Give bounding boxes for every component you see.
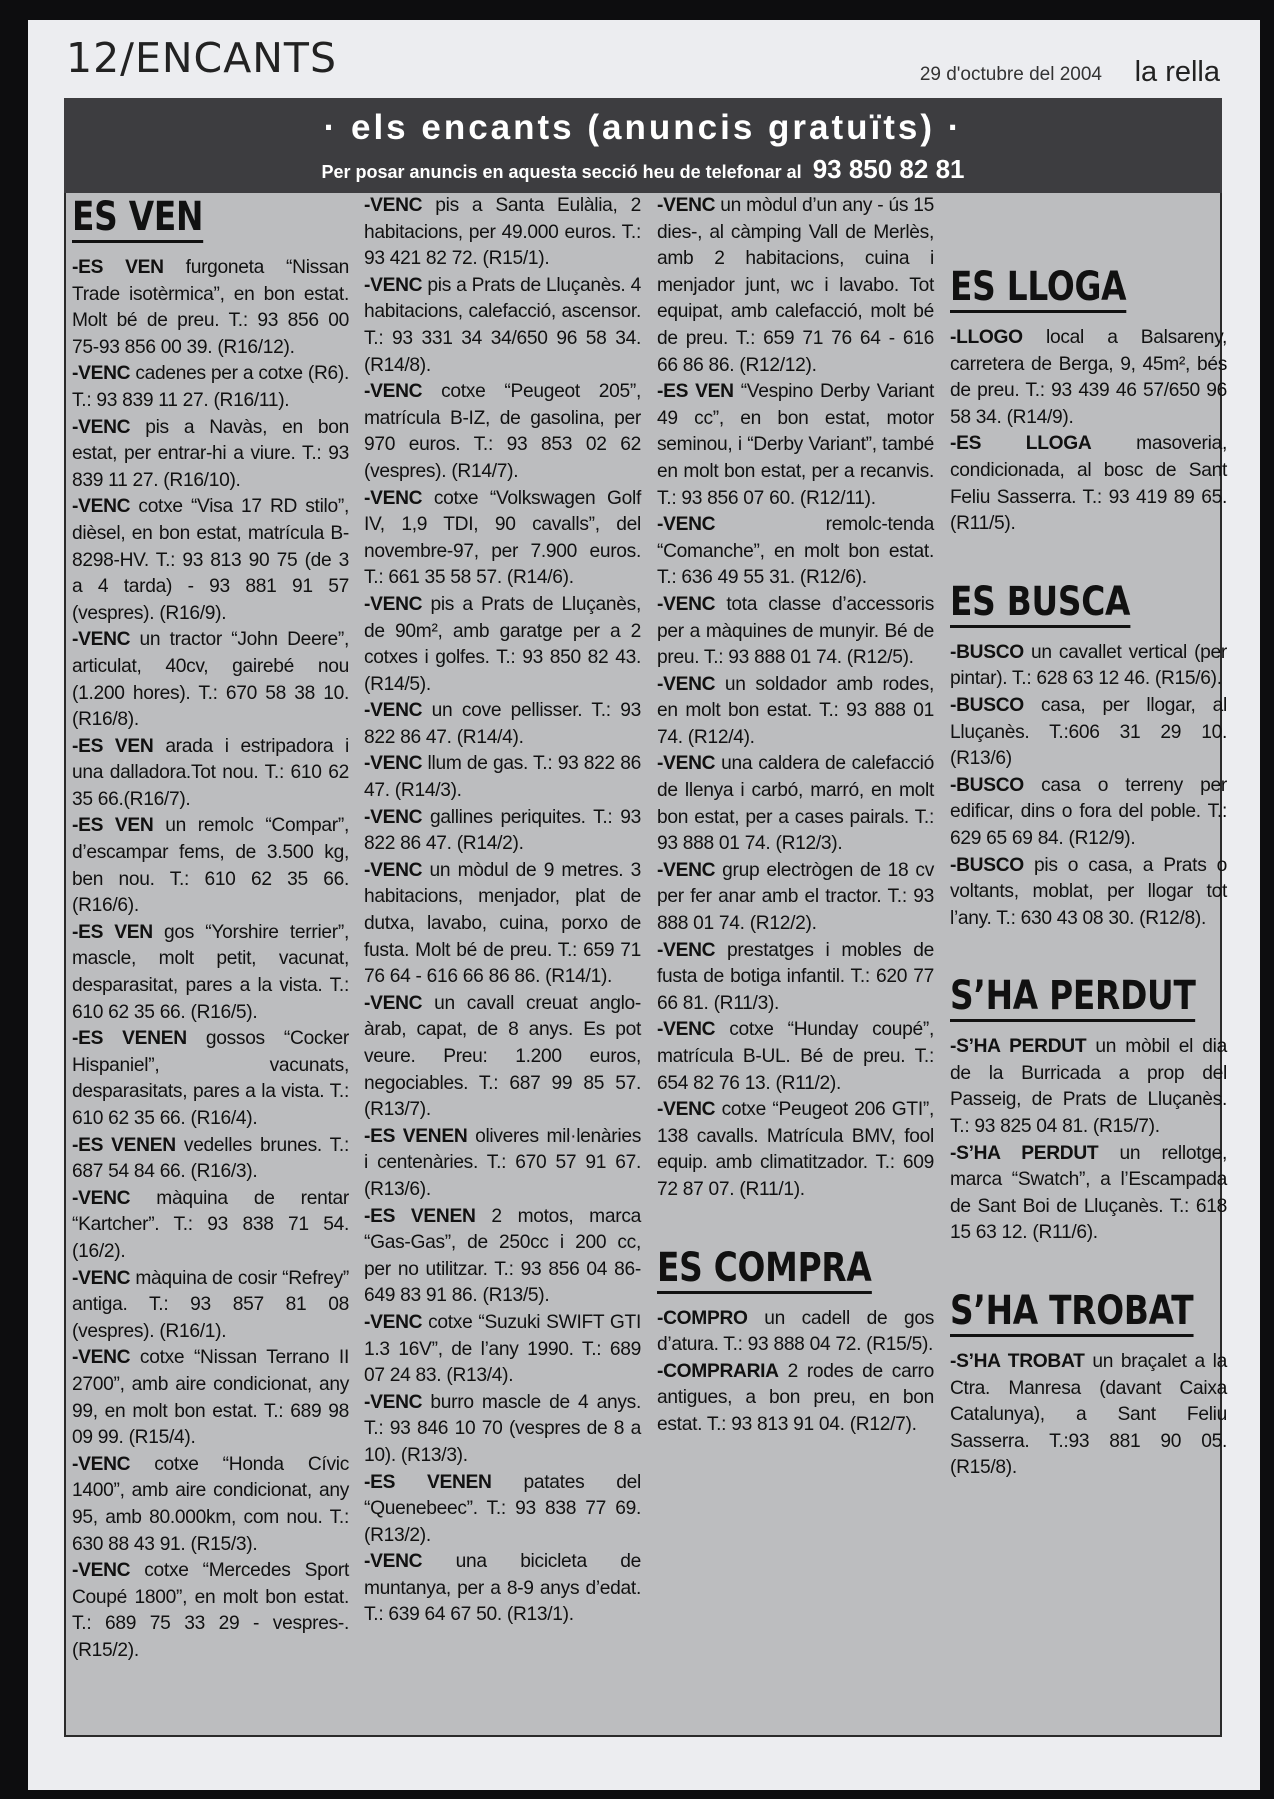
ad-text: remolc-tenda “Comanche”, en molt bon estat. T.: 636 49 55 31. (R12/6).	[657, 514, 934, 589]
ad-text: un rellotge, marca “Swatch”, a l’Escampada de Sant Boi de Lluçanès. T.: 618 15 63 12. (R11/6).	[950, 1142, 1228, 1244]
classified-ad	[364, 1390, 641, 1470]
ad-text: tota classe d’accessoris per a màquines de munyir. Bé de preu. T.: 93 888 01 74. (R12/5).	[657, 593, 934, 669]
ad-text: cotxe “Hunday coupé”, matrícula B-UL. Bé de preu. T.: 654 82 76 13. (R11/2).	[657, 1019, 934, 1094]
classified-ad	[72, 255, 349, 361]
ad-text: cotxe “Peugeot 205”, matrícula B-IZ, de gasolina, per 970 euros. T.: 93 853 02 62 (vespres). (R14/7).	[364, 381, 641, 482]
ad-lead: -VENC	[657, 939, 716, 961]
classified-ad	[364, 1204, 641, 1310]
ad-text: gallines periquites. T.: 93 822 86 47. (R14/2).	[364, 806, 641, 855]
classified-ad	[950, 773, 1227, 853]
classified-ad	[657, 858, 934, 938]
classified-ad	[950, 693, 1227, 773]
classified-ad	[72, 1452, 349, 1558]
ad-text: una caldera de calefacció de llenya i carbó, marró, en molt bon estat, per a cases pairals. T.: 93 888 01 74. (R12/3).	[657, 753, 934, 855]
classified-ad	[72, 1345, 349, 1451]
ad-text: un remolc “Compar”, d’escampar fems, de 3.500 kg, ben nou. T.: 610 62 35 66. (R16/6).	[72, 815, 349, 917]
ad-text: cotxe “Visa 17 RD stilo”, dièsel, en bon estat, matrícula B-8298-HV. T.: 93 813 90 75 (de 3 a 4 tarda) - 93 881 91 57 (vespres). (R16/9).	[72, 496, 349, 624]
classified-ad	[364, 1470, 641, 1550]
classified-ad	[72, 415, 349, 495]
ad-lead: -VENC	[657, 673, 716, 695]
ad-lead: -VENC	[364, 992, 423, 1014]
ad-lead: -VENC	[72, 1560, 131, 1582]
ad-lead: -S’HA TROBAT	[950, 1351, 1085, 1373]
ad-lead: -COMPRARIA	[657, 1360, 779, 1382]
classified-ad	[72, 1186, 349, 1266]
ad-lead: -VENC	[364, 1311, 423, 1333]
ad-lead: -ES VENEN	[364, 1471, 492, 1493]
ad-lead: -VENC	[364, 1551, 423, 1573]
ad-text: un cavallet vertical (per pintar). T.: 628 63 12 46. (R15/6).	[950, 641, 1227, 690]
ad-lead: -S’HA PERDUT	[950, 1036, 1087, 1058]
classifieds-content	[64, 193, 1228, 1737]
ad-lead: -VENC	[364, 753, 423, 775]
ad-text: “Vespino Derby Variant 49 cc”, en bon estat, motor seminou, i “Derby Variant”, també en molt bon estat, per a recanvis. T.: 93 856 07 60. (R12/11).	[657, 381, 934, 509]
ad-text: 2 rodes de carro antigues, a bon preu, en bon estat. T.: 93 813 91 04. (R12/7).	[657, 1360, 934, 1435]
ad-text: arada i estripadora i una dalladora.Tot nou. T.: 610 62 35 66.(R16/7).	[72, 735, 350, 810]
ad-lead: -VENC	[72, 416, 131, 438]
section-heading-sha-trobat: S’HA TROBAT	[950, 1287, 1177, 1335]
ad-lead: -COMPRO	[657, 1307, 748, 1329]
ad-text: pis a Navàs, en bon estat, per entrar-hi a viure. T.: 93 839 11 27. (R16/10).	[72, 416, 349, 491]
ad-text: un cavall creuat anglo-àrab, capat, de 8 anys. Es pot veure. Preu: 1.200 euros, negociables. T.: 687 99 85 57. (R13/7).	[364, 992, 641, 1121]
classified-ad	[364, 486, 641, 592]
ad-lead: -VENC	[72, 1347, 131, 1369]
ad-text: un braçalet a la Ctra. Manresa (davant Caixa Catalunya), a Sant Feliu Sasserra. T.:93 881 90 05. (R15/8).	[950, 1351, 1228, 1479]
ad-text: masoveria, condicionada, al bosc de Sant Feliu Sasserra. T.: 93 419 89 65. (R11/5).	[950, 433, 1228, 535]
banner-subtitle	[64, 154, 1222, 185]
ad-lead: -VENC	[364, 593, 423, 615]
ad-text: un cadell de gos d’atura. T.: 93 888 04 72. (R15/5).	[657, 1307, 934, 1356]
newspaper-name: la rella	[1134, 56, 1220, 88]
ad-lead: -VENC	[657, 1019, 716, 1041]
classified-ad	[72, 1026, 349, 1132]
ad-text: un tractor “John Deere”, articulat, 40cv, gairebé nou (1.200 hores). T.: 670 58 38 10. (R16/8).	[72, 629, 349, 731]
ad-text: cadenes per a cotxe (R6). T.: 93 839 11 27. (R16/11).	[72, 363, 349, 411]
ad-lead: -VENC	[72, 1267, 131, 1289]
classified-ad	[364, 805, 641, 858]
ad-lead: -ES VENEN	[72, 1134, 176, 1156]
ad-text: 2 motos, marca “Gas-Gas”, de 250cc i 200 cc, per no utilitzar. T.: 93 856 04 86-649 83 91 86. (R13/5).	[364, 1205, 641, 1307]
column-1	[72, 193, 349, 1664]
ad-text: un cove pellisser. T.: 93 822 86 47. (R14/4).	[364, 700, 641, 748]
ad-lead: -ES VENEN	[72, 1028, 187, 1050]
ad-lead: -VENC	[72, 1453, 131, 1475]
ad-lead: -VENC	[364, 700, 423, 722]
ad-lead: -ES VEN	[72, 257, 164, 278]
ad-text: cotxe “Peugeot 206 GTI”, 138 cavalls. Matrícula BMV, fool equip. amb climatitzador. T.: 609 72 87 07. (R11/1).	[657, 1099, 934, 1200]
section-heading-es-compra: ES COMPRA	[657, 1244, 884, 1292]
ad-text: casa, per llogar, al Lluçanès. T.:606 31 29 10. (R13/6)	[950, 694, 1227, 770]
ad-lead: -VENC	[364, 195, 423, 216]
classified-ad	[657, 512, 934, 592]
ad-text: patates del “Quenebeec”. T.: 93 838 77 69. (R13/2).	[364, 1471, 641, 1546]
classified-ad	[72, 920, 349, 1026]
column-3	[657, 193, 934, 1439]
ad-lead: -S’HA PERDUT	[950, 1142, 1099, 1164]
ad-lead: -VENC	[657, 195, 716, 216]
ad-text: cotxe “Mercedes Sport Coupé 1800”, en molt bon estat. T.: 689 75 33 29 - vespres-. (R15/2).	[72, 1560, 349, 1661]
ad-text: pis a Prats de Lluçanès. 4 habitacions, calefacció, ascensor. T.: 93 331 34 34/650 96 58 34. (R14/8).	[364, 274, 641, 376]
ad-lead: -BUSCO	[950, 641, 1024, 663]
ad-lead: -VENC	[72, 363, 131, 385]
classified-ad	[950, 640, 1227, 693]
classified-ad	[364, 379, 641, 485]
ad-lead: -VENC	[657, 514, 716, 536]
ad-lead: -LLOGO	[950, 327, 1023, 348]
classified-ad	[364, 193, 641, 273]
ad-lead: -VENC	[364, 487, 423, 509]
ad-lead: -VENC	[72, 496, 131, 518]
column-2	[364, 193, 641, 1629]
ad-text: un mòdul d’un any - ús 15 dies-, al càmping Vall de Merlès, amb 2 habitacions, cuina i menjador junt, wc i lavabo. Tot equipat, amb calefacció, molt bé de preu. T.: 659 71 76 64 - 616 66 86 86. (R12/12).	[657, 195, 934, 376]
section-heading-es-ven: ES VEN	[72, 193, 299, 241]
ad-text: gossos “Cocker Hispaniel”, vacunats, desparasitats, pares a la vista. T.: 610 62 35 66. (R16/4).	[72, 1028, 349, 1129]
ad-lead: -VENC	[657, 753, 716, 775]
classified-ad	[364, 273, 641, 379]
classified-ad	[72, 813, 349, 919]
ad-lead: -VENC	[657, 1099, 716, 1121]
ad-lead: -ES VEN	[657, 381, 734, 403]
classified-ad	[72, 361, 349, 414]
ad-text: cotxe “Suzuki SWIFT GTI 1.3 16V”, de l’any 1990. T.: 689 07 24 83. (R13/4).	[364, 1311, 641, 1387]
ad-lead: -VENC	[364, 381, 423, 403]
classified-ad	[364, 592, 641, 698]
ad-lead: -ES VEN	[72, 815, 154, 837]
ad-lead: -BUSCO	[950, 694, 1024, 716]
classified-ad	[657, 672, 934, 752]
ad-text: pis o casa, a Prats o voltants, moblat, per llogar tot l’any. T.: 630 43 08 30. (R12/8).	[950, 854, 1227, 929]
ad-lead: -ES VEN	[72, 921, 153, 943]
classified-ad	[72, 1558, 349, 1664]
classified-ad	[72, 627, 349, 733]
ad-text: burro mascle de 4 anys. T.: 93 846 10 70 (vespres de 8 a 10). (R13/3).	[364, 1391, 641, 1466]
classified-ad	[657, 751, 934, 857]
classified-ad	[72, 1133, 349, 1186]
banner-subtitle-text: Per posar anuncis en aquesta secció heu de telefonar al	[321, 162, 802, 182]
classified-ad	[364, 1124, 641, 1204]
ad-text: oliveres mil·lenàries i centenàries. T.: 670 57 91 67. (R13/6).	[364, 1125, 641, 1200]
ad-lead: -VENC	[72, 1187, 131, 1209]
ad-lead: -VENC	[657, 859, 716, 881]
ad-lead: -VENC	[657, 593, 716, 615]
ad-lead: -ES VEN	[72, 735, 154, 757]
ad-lead: -BUSCO	[950, 774, 1024, 796]
classified-ad	[950, 325, 1227, 431]
ad-text: local a Balsareny, carretera de Berga, 9, 45m², bés de preu. T.: 93 439 46 57/650 96 58 34. (R14/9).	[950, 327, 1227, 428]
newspaper-page	[28, 20, 1260, 1790]
classified-ad	[72, 734, 349, 814]
ad-text: una bicicleta de muntanya, per a 8-9 anys d’edat. T.: 639 64 67 50. (R13/1).	[364, 1551, 641, 1626]
classified-ad	[364, 1549, 641, 1629]
classified-ad	[657, 1017, 934, 1097]
classified-ad	[364, 698, 641, 751]
section-heading-es-busca: ES BUSCA	[950, 578, 1177, 626]
ad-text: cotxe “Honda Cívic 1400”, amb aire condicionat, any 95, amb 80.000km, com nou. T.: 630 88 43 91. (R15/3).	[72, 1453, 349, 1555]
ad-lead: -VENC	[72, 629, 131, 651]
ad-text: cotxe “Nissan Terrano II 2700”, amb aire condicionat, any 99, en molt bon estat. T.: 689 98 09 99. (R15/4).	[72, 1347, 349, 1449]
ad-lead: -BUSCO	[950, 854, 1024, 876]
classified-ad	[657, 379, 934, 512]
classified-ad	[72, 1266, 349, 1346]
ad-text: pis a Prats de Lluçanès, de 90m², amb garatge per a 2 cotxes i golfes. T.: 93 850 82 43. (R14/5).	[364, 593, 641, 695]
classified-ad	[364, 751, 641, 804]
section-title: 12/ENCANTS	[66, 34, 337, 82]
ad-lead: -VENC	[364, 806, 423, 828]
ad-text: gos “Yorshire terrier”, mascle, molt petit, vacunat, desparasitat, pares a la vista. T.: 610 62 35 66. (R16/5).	[72, 921, 349, 1023]
ad-lead: -VENC	[364, 859, 423, 881]
ad-lead: -ES VENEN	[364, 1125, 468, 1147]
section-heading-sha-perdut: S’HA PERDUT	[950, 972, 1177, 1020]
ad-lead: -ES LLOGA	[950, 433, 1092, 455]
ad-text: prestatges i mobles de fusta de botiga infantil. T.: 620 77 66 81. (R11/3).	[657, 939, 934, 1014]
classified-ad	[657, 193, 934, 379]
ad-lead: -VENC	[364, 1391, 423, 1413]
classified-ad	[950, 1349, 1227, 1482]
ad-text: vedelles brunes. T.: 687 54 84 66. (R16/3).	[72, 1134, 349, 1183]
ad-text: llum de gas. T.: 93 822 86 47. (R14/3).	[364, 753, 641, 802]
classified-ad	[657, 1359, 934, 1439]
classified-ad	[657, 938, 934, 1018]
classified-ad	[72, 494, 349, 627]
banner-phone: 93 850 82 81	[812, 154, 965, 184]
ad-text: furgoneta “Nissan Trade isotèrmica”, en bon estat. Molt bé de preu. T.: 93 856 00 75-93 856 00 39. (R16/12).	[72, 257, 349, 358]
section-heading-es-lloga: ES LLOGA	[950, 263, 1177, 311]
classified-ad	[950, 431, 1227, 537]
ad-text: un mòdul de 9 metres. 3 habitacions, menjador, plat de dutxa, lavabo, cuina, porxo de fusta. Molt bé de preu. T.: 659 71 76 64 - 616 66 86 86. (R14/1).	[364, 859, 641, 988]
classified-ad	[364, 858, 641, 991]
ad-text: un soldador amb rodes, en molt bon estat. T.: 93 888 01 74. (R12/4).	[657, 673, 934, 748]
classified-ad	[950, 1141, 1227, 1247]
classifieds-banner	[64, 98, 1222, 193]
banner-title: · els encants (anuncis gratuïts) ·	[323, 108, 963, 147]
ad-text: un mòbil el dia de la Burricada a prop del Passeig, de Prats de Lluçanès. T.: 93 825 04 81. (R15/7).	[950, 1036, 1227, 1138]
ad-text: pis a Santa Eulàlia, 2 habitacions, per 49.000 euros. T.: 93 421 82 72. (R15/1).	[364, 195, 641, 270]
classified-ad	[657, 592, 934, 672]
classified-ad	[657, 1306, 934, 1359]
classified-ad	[364, 1310, 641, 1390]
masthead	[66, 34, 1220, 103]
ad-text: màquina de cosir “Refrey” antiga. T.: 93 857 81 08 (vespres). (R16/1).	[72, 1267, 349, 1342]
classified-ad	[950, 853, 1227, 933]
classified-ad	[657, 1097, 934, 1203]
classified-ad	[950, 1034, 1227, 1140]
column-4	[950, 193, 1227, 1482]
ad-lead: -VENC	[364, 274, 423, 296]
classified-ad	[364, 991, 641, 1124]
ad-text: cotxe “Volkswagen Golf IV, 1,9 TDI, 90 cavalls”, del novembre-97, per 7.900 euros. T.: 661 35 58 57. (R14/6).	[364, 487, 641, 589]
issue-date: 29 d'octubre del 2004	[919, 64, 1102, 85]
ad-text: grup electrògen de 18 cv per fer anar amb el tractor. T.: 93 888 01 74. (R12/2).	[657, 859, 934, 935]
ad-text: casa o terreny per edificar, dins o fora del poble. T.: 629 65 69 84. (R12/9).	[950, 774, 1227, 849]
ad-text: màquina de rentar “Kartcher”. T.: 93 838 71 54. (16/2).	[72, 1187, 349, 1262]
ad-lead: -ES VENEN	[364, 1205, 476, 1227]
